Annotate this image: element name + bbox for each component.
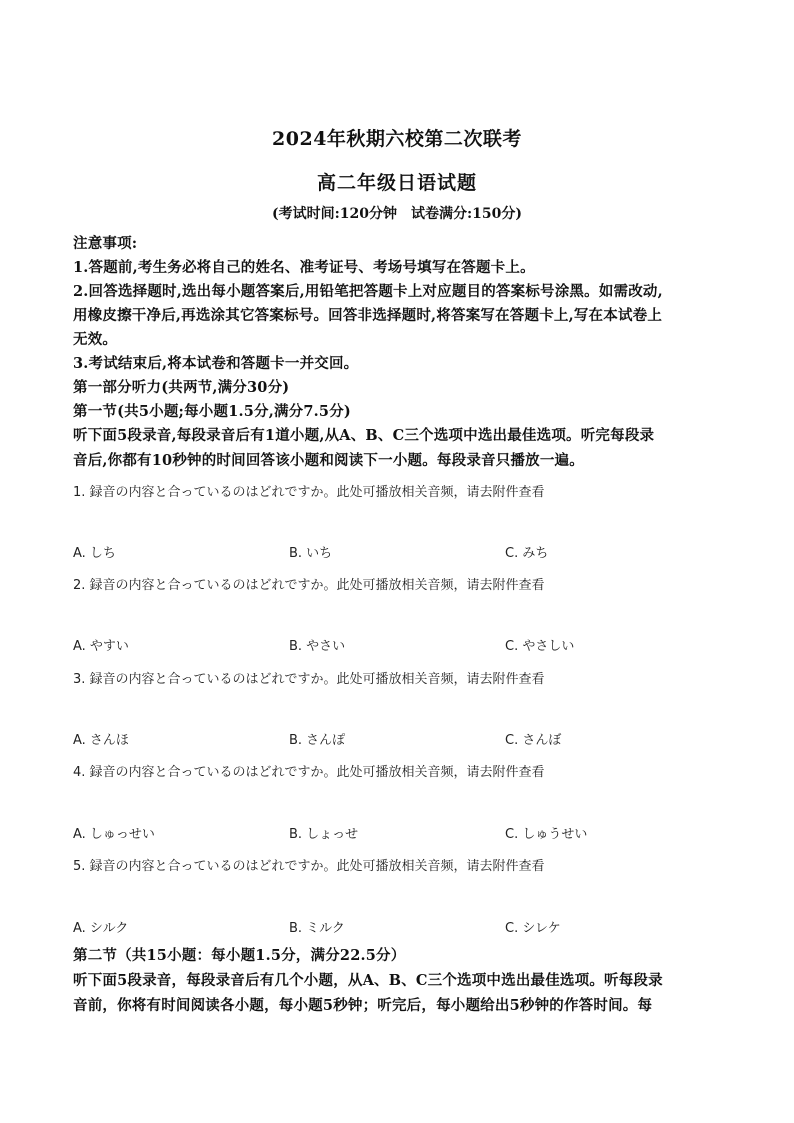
note-item-3: 3.考试结束后,将本试卷和答题卡一并交回。 xyxy=(73,355,359,372)
question-3-option-c: C. さんぼ xyxy=(505,733,562,748)
question-1-option-a: A. しち xyxy=(73,546,116,561)
exam-subject-title: 高二年级日语试题 xyxy=(316,172,477,194)
question-1-option-c: C. みち xyxy=(505,546,549,561)
section2-heading: 第二节（共15小题：每小题1.5分，满分22.5分） xyxy=(73,947,406,964)
exam-title: 2024年秋期六校第二次联考 xyxy=(272,128,522,150)
question-5-option-c: C. シレケ xyxy=(505,921,561,936)
section1-heading: 第一节(共5小题;每小题1.5分,满分7.5分) xyxy=(73,403,351,420)
question-2-option-c: C. やさしい xyxy=(505,639,575,654)
part1-heading: 第一部分听力(共两节,满分30分) xyxy=(73,379,290,396)
question-1-text: 1. 録音の内容と合っているのはどれですか。此处可播放相关音频，请去附件查看 xyxy=(73,485,545,500)
note-item-2-line-2: 用橡皮擦干净后,再选涂其它答案标号。回答非选择题时,将答案写在答题卡上,写在本试卷上 xyxy=(73,307,663,324)
section2-instruction-line-2: 音前，你将有时间阅读各小题，每小题5秒钟；听完后，每小题给出5秒钟的作答时间。每 xyxy=(73,997,653,1014)
section1-instruction-line-1: 听下面5段录音,每段录音后有1道小题,从A、B、C三个选项中选出最佳选项。听完每段录 xyxy=(73,427,655,444)
question-3-text: 3. 録音の内容と合っているのはどれですか。此处可播放相关音频，请去附件查看 xyxy=(73,672,545,687)
section2-instruction-line-1: 听下面5段录音，每段录音后有几个小题，从A、B、C三个选项中选出最佳选项。听每段录 xyxy=(73,972,663,989)
question-1-option-b: B. いち xyxy=(289,546,333,561)
question-3-option-b: B. さんぽ xyxy=(289,733,346,748)
question-4-option-c: C. しゅうせい xyxy=(505,827,588,842)
notes-heading: 注意事项: xyxy=(73,235,138,252)
question-4-option-b: B. しょっせ xyxy=(289,827,359,842)
note-item-2-line-1: 2.回答选择题时,选出每小题答案后,用铅笔把答题卡上对应题目的答案标号涂黑。如需改动, xyxy=(73,283,663,300)
question-2-text: 2. 録音の内容と合っているのはどれですか。此处可播放相关音频，请去附件查看 xyxy=(73,578,545,593)
question-5-option-a: A. シルク xyxy=(73,921,129,936)
section1-instruction-line-2: 音后,你都有10秒钟的时间回答该小题和阅读下一小题。每段录音只播放一遍。 xyxy=(73,452,584,469)
note-item-2-line-3: 无效。 xyxy=(73,331,118,348)
question-5-option-b: B. ミルク xyxy=(289,921,345,936)
question-4-option-a: A. しゅっせい xyxy=(73,827,155,842)
question-3-option-a: A. さんほ xyxy=(73,733,129,748)
question-2-option-a: A. やすい xyxy=(73,639,129,654)
exam-time-info: (考试时间:120分钟 试卷满分:150分) xyxy=(271,206,523,222)
question-5-text: 5. 録音の内容と合っているのはどれですか。此处可播放相关音频，请去附件查看 xyxy=(73,859,545,874)
question-2-option-b: B. やさい xyxy=(289,639,346,654)
note-item-1: 1.答题前,考生务必将自己的姓名、准考证号、考场号填写在答题卡上。 xyxy=(73,259,535,276)
question-4-text: 4. 録音の内容と合っているのはどれですか。此处可播放相关音频，请去附件查看 xyxy=(73,765,545,780)
